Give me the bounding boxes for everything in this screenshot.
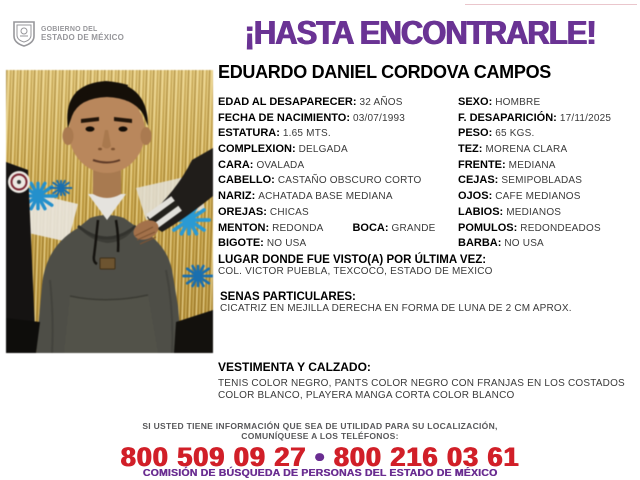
field-value: NO USA <box>504 238 544 250</box>
field-label: FECHA DE NACIMIENTO: <box>218 111 350 124</box>
field-value: ACHATADA BASE MEDIANA <box>258 191 393 203</box>
contact-instructions <box>0 421 640 441</box>
field-label: POMULOS: <box>458 221 518 234</box>
field-value: CAFE MEDIANOS <box>495 191 581 203</box>
field-label: ESTATURA: <box>218 127 280 140</box>
field-value: MORENA CLARA <box>485 144 568 156</box>
field-label: BOCA: <box>352 221 389 234</box>
field-value: OVALADA <box>256 159 305 171</box>
senas-value: CICATRIZ EN MEJILLA DERECHA EN FORMA DE LUNA DE 2 CM APROX. <box>220 303 572 315</box>
field-value: REDONDA <box>272 222 324 234</box>
field-value: DELGADA <box>298 144 348 156</box>
section-vestimenta <box>218 360 634 403</box>
row-edad-sexo <box>218 92 634 108</box>
row-estatura-peso <box>218 123 634 139</box>
section-senas <box>220 291 634 316</box>
field-label: PESO: <box>458 127 493 140</box>
field-value: GRANDE <box>391 222 436 234</box>
field-label: BARBA: <box>458 237 502 250</box>
attribute-rows <box>218 92 634 249</box>
field-value: 32 AÑOS <box>359 97 403 108</box>
scan-artifact-line <box>465 4 637 5</box>
field-label: CARA: <box>218 158 254 171</box>
contact-instructions-line2: COMUNÍQUESE A LOS TELÉFONOS: <box>241 431 399 441</box>
phone-number-1: 800 509 09 27 <box>120 442 307 472</box>
logo-line-2: ESTADO DE MÉXICO <box>41 33 125 42</box>
contact-instructions-line1: SI USTED TIENE INFORMACIÓN QUE SEA DE UTILIDAD PARA SU LOCALIZACIÓN, <box>142 421 498 431</box>
field-label: OJOS: <box>458 190 493 203</box>
lugar-header: LUGAR DONDE FUE VISTO(A) POR ÚLTIMA VEZ: <box>218 253 487 266</box>
field-label: CABELLO: <box>218 174 275 187</box>
field-value: NO USA <box>266 238 307 250</box>
person-name: EDUARDO DANIEL CORDOVA CAMPOS <box>218 62 551 82</box>
field-value: 1.65 MTS. <box>282 128 331 140</box>
row-orejas-labios <box>218 202 634 218</box>
logo-line-1: GOBIERNO DEL <box>41 26 98 33</box>
field-value: CHICAS <box>269 206 309 218</box>
vestimenta-header: VESTIMENTA Y CALZADO: <box>218 359 371 374</box>
field-label: SEXO: <box>458 96 493 108</box>
poster-title: ¡HASTA ENCONTRARLE! <box>244 14 596 52</box>
field-value: HOMBRE <box>495 97 541 108</box>
field-label: F. DESAPARICIÓN: <box>458 111 557 124</box>
vestimenta-value-line2: COLOR BLANCO, PLAYERA MANGA CORTA COLOR BLANCO <box>218 390 515 402</box>
field-value: SEMIPOBLADAS <box>501 175 583 187</box>
lugar-value: COL. VICTOR PUEBLA, TEXCOCO, ESTADO DE MEXICO <box>218 265 493 277</box>
field-label: COMPLEXION: <box>218 143 296 156</box>
field-label: MENTON: <box>218 221 270 234</box>
row-menton-boca-pomulos <box>218 218 634 234</box>
field-value: REDONDEADOS <box>520 222 601 234</box>
row-cara-frente <box>218 155 634 171</box>
field-label: CEJAS: <box>458 174 499 187</box>
field-value: 03/07/1993 <box>353 112 406 124</box>
field-label: BIGOTE: <box>218 237 264 250</box>
commission-name: COMISIÓN DE BÚSQUEDA DE PERSONAS DEL ESTADO DE MÉXICO <box>142 467 498 479</box>
field-label: NARIZ: <box>218 190 256 203</box>
field-label: EDAD AL DESAPARECER: <box>218 96 357 108</box>
details-panel <box>218 62 634 403</box>
field-value: CASTAÑO OBSCURO CORTO <box>277 175 422 187</box>
field-value: MEDIANOS <box>506 206 562 218</box>
field-label: FRENTE: <box>458 158 506 171</box>
missing-person-photo <box>6 70 213 353</box>
row-complexion-tez <box>218 139 634 155</box>
field-label: TEZ: <box>458 143 483 156</box>
field-value: 65 KGS. <box>495 128 535 140</box>
row-nariz-ojos <box>218 186 634 202</box>
field-label: OREJAS: <box>218 205 267 218</box>
vestimenta-value-line1: TENIS COLOR NEGRO, PANTS COLOR NEGRO CON FRANJAS EN LOS COSTADOS <box>218 377 625 389</box>
field-label: LABIOS: <box>458 205 504 218</box>
row-bigote-barba <box>218 233 634 249</box>
section-lugar <box>218 254 634 279</box>
phone-number-2: 800 216 03 61 <box>333 442 520 472</box>
field-value: 17/11/2025 <box>559 112 612 124</box>
row-cabello-cejas <box>218 170 634 186</box>
field-value: MEDIANA <box>508 159 556 171</box>
phone-separator-dot: • <box>314 442 326 472</box>
row-nacimiento-desaparicion <box>218 108 634 124</box>
senas-header: SENAS PARTICULARES: <box>220 291 356 304</box>
state-government-logo <box>12 20 124 48</box>
state-emblem-icon <box>12 20 36 48</box>
